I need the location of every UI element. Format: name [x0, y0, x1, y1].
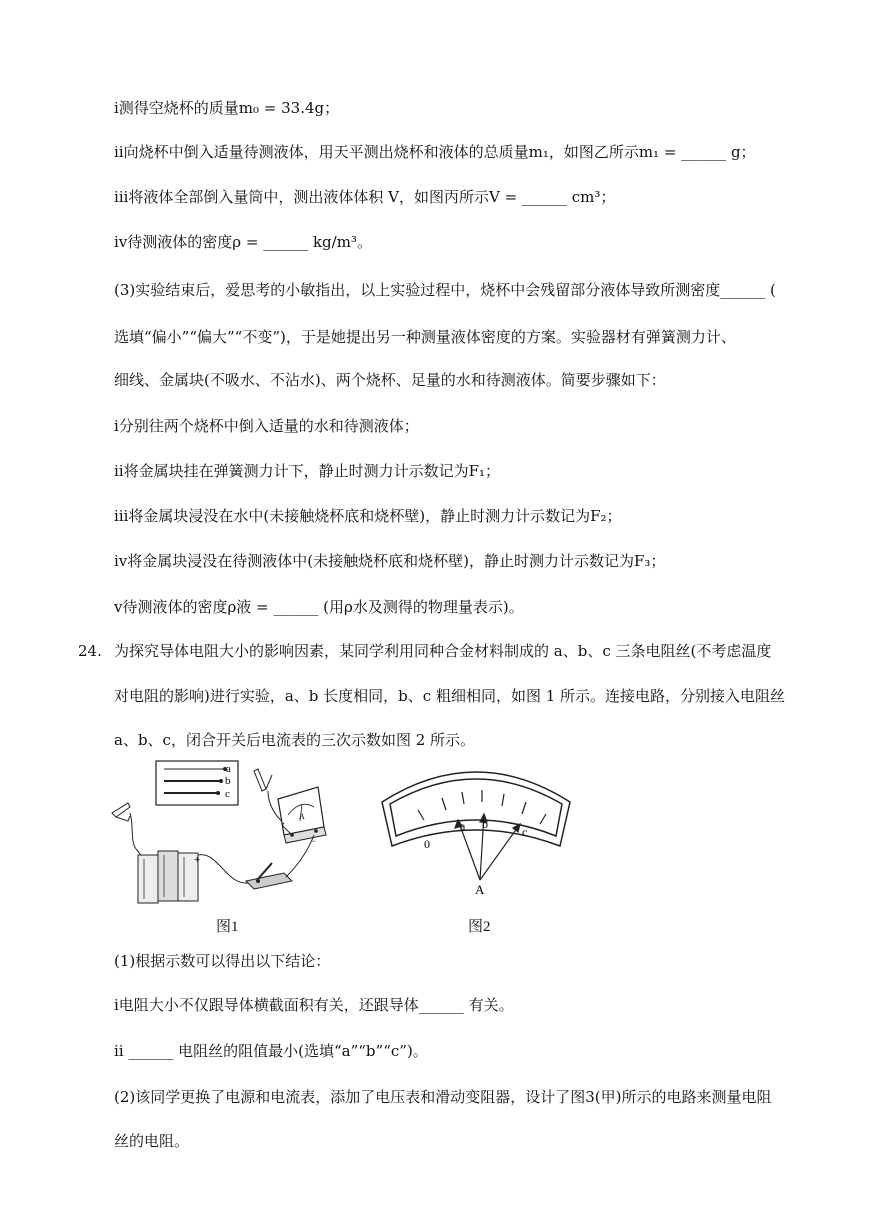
question-24-line-1: 为探究导体电阻大小的影响因素，某同学利用同种合金材料制成的 a、b、c 三条电阻丝(不考虑温度 — [114, 642, 772, 660]
figure-2-meter — [376, 764, 576, 904]
needle-label-c: c — [522, 825, 528, 839]
svg-text:+: + — [194, 854, 201, 866]
line-16: (2)该同学更换了电源和电流表，添加了电压表和滑动变阻器，设计了图3(甲)所示的电路来测量电阻 — [114, 1088, 772, 1106]
wire-label-c: c — [225, 788, 230, 800]
wire-label-a: a — [226, 763, 231, 775]
question-24-line-2: 对电阻的影响)进行实验，a、b 长度相同，b、c 粗细相同，如图 1 所示。连接电路，分别接入电阻丝 — [114, 687, 786, 705]
alligator-clip-right — [254, 769, 272, 791]
line-15: ⅱ ______ 电阻丝的阻值最小(选填“a”“b”“c”)。 — [114, 1042, 428, 1060]
line-8: ⅰ分别往两个烧杯中倒入适量的水和待测液体； — [114, 417, 419, 435]
wire-label-b: b — [225, 775, 231, 787]
line-14: ⅰ电阻大小不仅跟导体横截面积有关，还跟导体______ 有关。 — [114, 996, 514, 1014]
meter-unit-label: A — [475, 882, 485, 897]
line-10: ⅲ将金属块浸没在水中(未接触烧杯底和烧杯壁)，静止时测力计示数记为F₂； — [114, 507, 622, 525]
alligator-clip-left — [112, 803, 130, 821]
ammeter — [278, 787, 326, 846]
figure-1-caption: 图1 — [216, 919, 239, 935]
svg-text:A: A — [299, 812, 305, 821]
svg-text:−: − — [311, 836, 317, 846]
line-17: 丝的电阻。 — [114, 1132, 190, 1150]
meter-zero-label: 0 — [424, 837, 430, 851]
line-1: ⅰ测得空烧杯的质量m₀ = 33.4g； — [114, 99, 340, 117]
line-7: 细线、金属块(不吸水、不沾水)、两个烧杯、足量的水和待测液体。简要步骤如下： — [114, 371, 666, 389]
line-11: ⅳ将金属块浸没在待测液体中(未接触烧杯底和烧杯壁)，静止时测力计示数记为F₃； — [114, 552, 666, 570]
battery-pack — [138, 851, 200, 903]
switch — [246, 863, 292, 889]
line-12: ⅴ待测液体的密度ρ液 = ______ (用ρ水及测得的物理量表示)。 — [114, 598, 524, 616]
needle-label-a: a — [460, 819, 466, 833]
figure-1-circuit — [108, 755, 344, 915]
line-2: ⅱ向烧杯中倒入适量待测液体，用天平测出烧杯和液体的总质量m₁，如图乙所示m₁ = ______ g； — [114, 143, 756, 161]
question-number: 24. — [78, 642, 102, 660]
line-9: ⅱ将金属块挂在弹簧测力计下，静止时测力计示数记为F₁； — [114, 462, 501, 480]
question-24-line-3: a、b、c，闭合开关后电流表的三次示数如图 2 所示。 — [114, 731, 476, 749]
figure-2-caption: 图2 — [468, 919, 491, 935]
line-13: (1)根据示数可以得出以下结论： — [114, 952, 331, 970]
line-3: ⅲ将液体全部倒入量筒中，测出液体体积 V，如图丙所示V = ______ cm³； — [114, 188, 616, 206]
meter-face — [390, 779, 562, 836]
line-5: (3)实验结束后，爱思考的小敏指出，以上实验过程中，烧杯中会残留部分液体导致所测密度______ ( — [114, 281, 776, 299]
line-4: ⅳ待测液体的密度ρ = ______ kg/m³。 — [114, 233, 372, 251]
line-6: 选填“偏小”“偏大”“不变”)，于是她提出另一种测量液体密度的方案。实验器材有弹簧测力计、 — [114, 328, 736, 346]
needle-label-b: b — [482, 817, 488, 831]
